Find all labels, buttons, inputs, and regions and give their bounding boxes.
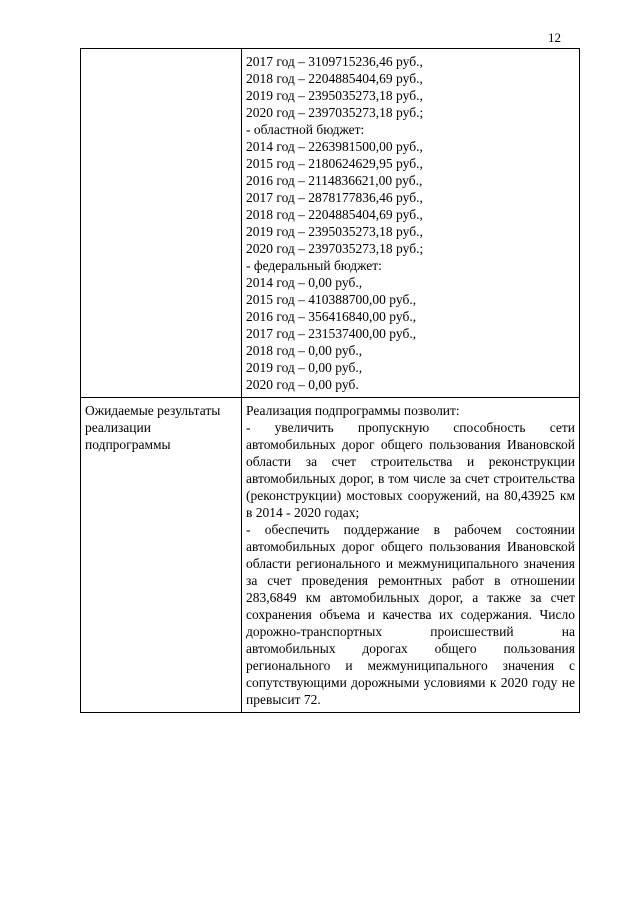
financing-line: 2020 год – 2397035273,18 руб.; — [246, 241, 424, 256]
financing-line: 2016 год – 356416840,00 руб., — [246, 309, 417, 324]
financing-line: 2020 год – 0,00 руб. — [246, 377, 359, 392]
financing-line: 2018 год – 0,00 руб., — [246, 343, 363, 358]
financing-cell — [242, 49, 580, 398]
financing-line: 2020 год – 2397035273,18 руб.; — [246, 105, 424, 120]
financing-line: - областной бюджет: — [246, 122, 365, 137]
financing-line: 2018 год – 2204885404,69 руб., — [246, 71, 423, 86]
financing-line: 2018 год – 2204885404,69 руб., — [246, 207, 423, 222]
financing-line: 2016 год – 2114836621,00 руб., — [246, 173, 423, 188]
financing-line: 2014 год – 0,00 руб., — [246, 275, 363, 290]
passport-table — [80, 48, 580, 713]
table-row — [81, 49, 580, 398]
financing-line: 2017 год – 2878177836,46 руб., — [246, 190, 423, 205]
financing-line: - федеральный бюджет: — [246, 258, 382, 273]
financing-line: 2017 год – 231537400,00 руб., — [246, 326, 417, 341]
table-row — [81, 398, 580, 713]
results-paragraph: - обеспечить поддержание в рабочем состоянии автомобильных дорог общего пользования Ивановской области регионального и межмуниципального значения за счет проведения ремонтных работ в отношении 283,6849 км автомобильных дорог, а также за счет сохранения объема и качества их содержания. Число дорожно-транспортных происшествий на автомобильных дорогах общего пользования регионального и межмуниципального значения с сопутствующими дорожными условиями к 2020 году не превысит 72. — [246, 522, 575, 707]
financing-line: 2019 год – 0,00 руб., — [246, 360, 363, 375]
expected-results-cell — [242, 398, 580, 713]
financing-line: 2015 год – 410388700,00 руб., — [246, 292, 417, 307]
row-label-cell — [81, 49, 242, 398]
financing-line: 2014 год – 2263981500,00 руб., — [246, 139, 423, 154]
results-paragraph: - увеличить пропускную способность сети автомобильных дорог общего пользования Ивановской области за счет строительства и реконструкции автомобильных дорог, в том числе за счет строительства (реконструкции) мостовых сооружений, на 80,43925 км в 2014 - 2020 годах; — [246, 420, 575, 520]
financing-line: 2015 год – 2180624629,95 руб., — [246, 156, 423, 171]
expected-results-label: Ожидаемые результаты реализации подпрограммы — [81, 398, 242, 713]
financing-line: 2019 год – 2395035273,18 руб., — [246, 88, 423, 103]
financing-line: 2017 год – 3109715236,46 руб., — [246, 54, 423, 69]
results-intro: Реализация подпрограммы позволит: — [246, 403, 460, 418]
financing-line: 2019 год – 2395035273,18 руб., — [246, 224, 423, 239]
page-number: 12 — [548, 30, 561, 45]
